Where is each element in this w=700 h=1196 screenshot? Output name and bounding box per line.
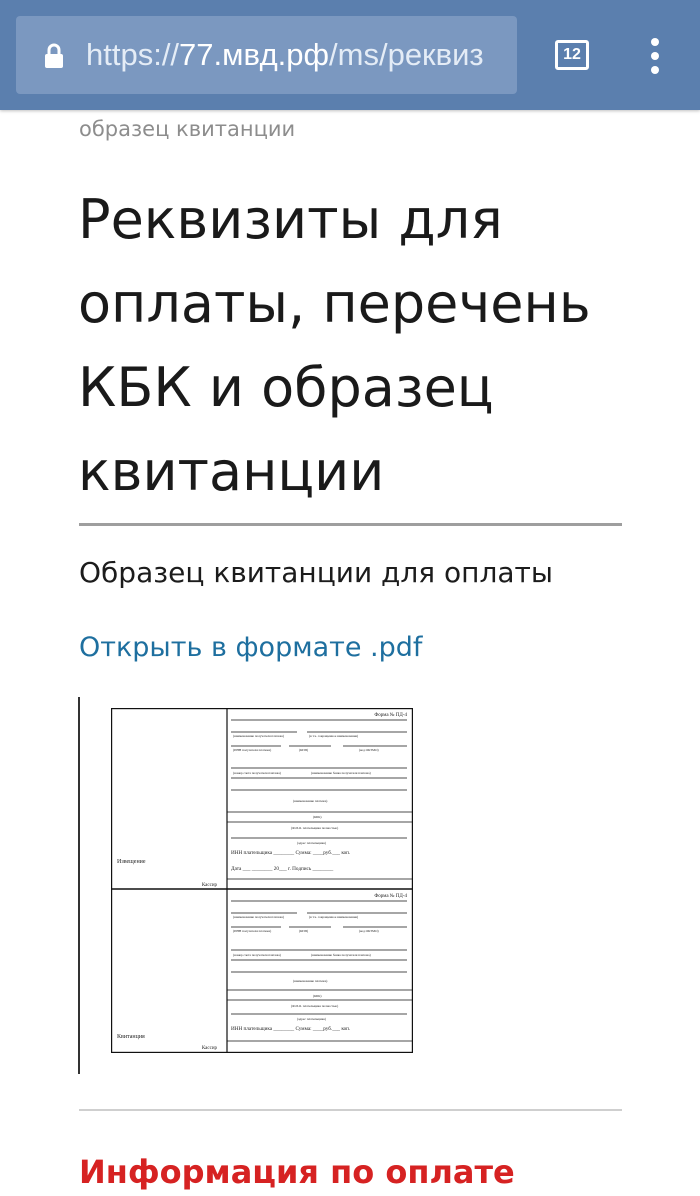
breadcrumb[interactable]: образец квитанции [79, 117, 296, 141]
cashier-label: Кассир [201, 883, 217, 888]
notice-label: Извещение [117, 859, 146, 865]
date-sign-line: Дата ___ ________ 20___ г. Подпись ________ [231, 866, 334, 872]
page-title: Реквизиты для оплаты, перечень КБК и образец квитанции [78, 188, 591, 503]
address-caption-2: (адрес плательщика) [297, 1017, 326, 1021]
payee-caption-2: (наименование получателя платежа) [233, 915, 284, 919]
lock-icon [44, 43, 64, 69]
image-border [78, 697, 80, 1074]
fio-caption-2: (Ф.И.О. плательщика полностью) [291, 1004, 339, 1008]
payee-caption: (наименование получателя платежа) [233, 734, 284, 738]
kpp-caption: (КПП) [299, 748, 309, 752]
inn-caption: (ИНН получателя платежа) [233, 748, 272, 752]
overflow-menu-icon[interactable] [638, 36, 672, 76]
kbk-caption-2: (КБК) [313, 994, 322, 998]
fio-caption: (Ф.И.О. плательщика полностью) [291, 826, 339, 830]
address-caption: (адрес плательщика) [297, 841, 326, 845]
pdf-link[interactable]: Открыть в формате .pdf [79, 632, 423, 663]
inn-sum-line: ИНН плательщика ________ Сумма: ____руб.___ коп. [231, 850, 351, 856]
receipt-sample-image[interactable] [111, 708, 413, 1053]
bank-caption: (наименование банка получателя платежа) [311, 771, 371, 775]
inn-sum-line-2: ИНН плательщика ________ Сумма: ____руб.___ коп. [231, 1026, 351, 1032]
url-host: 77.мвд.рф [179, 37, 330, 72]
kbk-caption: (КБК) [313, 815, 322, 819]
browser-toolbar [0, 0, 700, 110]
title-divider [79, 523, 622, 526]
section-subtitle: Образец квитанции для оплаты [79, 556, 553, 589]
abbrev-caption: (в т.ч. сокращенное наименование) [309, 734, 359, 738]
form-label: Форма № ПД-4 [374, 713, 407, 718]
url-text[interactable] [86, 34, 516, 76]
payment-caption: (наименование платежа) [293, 799, 328, 803]
abbrev-caption-2: (в т.ч. сокращенное наименование) [309, 915, 359, 919]
url-path: /ms/реквиз [329, 37, 484, 72]
form-label-2: Форма № ПД-4 [374, 894, 407, 899]
bank-caption-2: (наименование банка получателя платежа) [311, 953, 371, 957]
inn-caption-2: (ИНН получателя платежа) [233, 929, 272, 933]
tab-switcher-button[interactable]: 12 [555, 40, 589, 70]
cashier-label-2: Кассир [201, 1046, 217, 1051]
section-divider [79, 1109, 622, 1111]
url-scheme: https:// [86, 37, 180, 72]
account-caption-2: (номер счета получателя платежа) [233, 953, 281, 957]
payment-info-heading: Информация по оплате [79, 1153, 515, 1191]
receipt-label: Квитанция [117, 1034, 145, 1040]
kpp-caption-2: (КПП) [299, 929, 309, 933]
account-caption: (номер счета получателя платежа) [233, 771, 281, 775]
okato-caption: (код ОКТМО) [359, 748, 379, 752]
address-bar[interactable] [16, 16, 517, 94]
okato-caption-2: (код ОКТМО) [359, 929, 379, 933]
payment-caption-2: (наименование платежа) [293, 979, 328, 983]
